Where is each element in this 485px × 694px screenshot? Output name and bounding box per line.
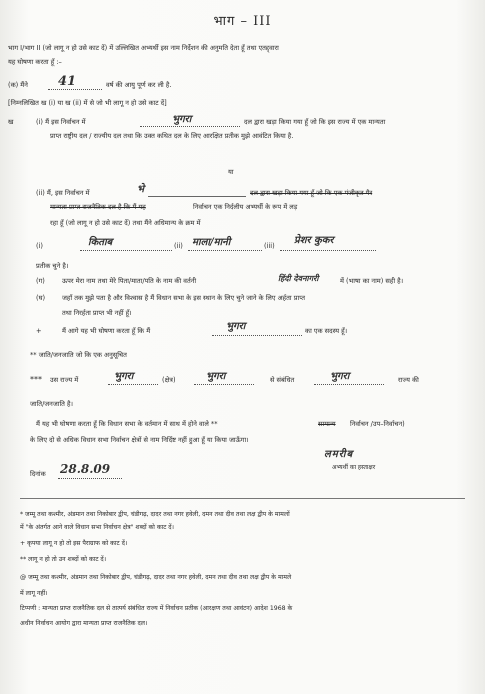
symbol-3-blank bbox=[280, 250, 376, 251]
age-suffix: वर्ष की आयु पूर्ण कर ली है. bbox=[106, 81, 172, 89]
caste-blank-3 bbox=[314, 384, 384, 385]
kha-i-suffix: दल द्वारा खड़ा किया गया हूँ जो कि इस राज्य में एक मान्यता bbox=[244, 118, 386, 126]
footnote-4: ** लागू न हो तो उन शब्दों को काट दें। bbox=[20, 556, 107, 563]
footnote-2: में "के अंतर्गत आने वाले विधान सभा निर्वाचन क्षेत्र" शब्दों को काट दें। bbox=[20, 524, 174, 531]
intro-line-1: भाग I/भाग II (जो लागू न हो उसे काट दें) में उल्लिखित अभ्यर्थी इस नाम निर्देशन की अनुमति देता हूँ तथा एतद्द्वारा bbox=[8, 44, 279, 52]
footnote-1: * जम्मू तथा कश्मीर, अंडमान तथा निकोबार द्वीप, चंडीगढ़, दादर तथा नगर हवेली, दमन तथा दीव तथा लक्ष द्वीप के मामलों bbox=[20, 511, 290, 518]
final-decl-line2: के लिए दो से अधिक विधान सभा निर्वाचन क्षेत्रों से नाम निर्दिष्ट नहीं हुआ हूँ या किया जाऊँगा। bbox=[30, 436, 249, 444]
symbol-1-label: (i) bbox=[36, 242, 43, 250]
gha-line1: जहाँ तक मुझे पता है और विश्वास है मैं विधान सभा के इस स्थान के लिए चुने जाने के लिए अर्हता प्राप्त bbox=[62, 294, 305, 302]
kha-ii-line1b: दल द्वारा खड़ा किया गया हूँ जो कि एक पंजीकृत गैर bbox=[250, 189, 373, 197]
symbol-3-value: प्रेशर कुकर bbox=[294, 235, 334, 246]
instruction: [निम्नलिखित ख (i) या ख (ii) में से जो भी लागू न हो उसे काट दें] bbox=[8, 99, 167, 107]
plus-suffix: का एक सदस्य हूँ। bbox=[305, 327, 348, 335]
gha-line2: तथा निरर्हता प्राप्त भी नहीं हूँ। bbox=[62, 309, 132, 317]
age-value: 41 bbox=[58, 74, 77, 89]
plus-party: भुगरा bbox=[226, 321, 246, 332]
date-value: 28.8.09 bbox=[60, 462, 111, 476]
kha-ii-party: भे bbox=[137, 184, 145, 195]
kha-i-party: भुगरा bbox=[172, 114, 192, 125]
signature-label: अभ्यर्थी का हस्ताक्षर bbox=[332, 464, 376, 471]
kha-label: ख bbox=[8, 118, 14, 126]
caste-blank-1 bbox=[108, 384, 158, 385]
symbol-2-label: (ii) bbox=[174, 242, 183, 250]
ga-text-a: ऊपर मेरा नाम तथा मेरे पिता/माता/पति के नाम की वर्तनी bbox=[62, 277, 197, 285]
caste-line-2: जाति/जनजाति है। bbox=[30, 400, 74, 408]
page-title: भाग – III bbox=[213, 14, 272, 29]
signature: लमरीब bbox=[324, 449, 354, 460]
caste-blank-2 bbox=[194, 384, 254, 385]
caste-d: राज्य की bbox=[398, 376, 419, 384]
caste-stars: *** bbox=[30, 375, 42, 384]
age-blank bbox=[48, 89, 102, 90]
symbol-3-label: (iii) bbox=[264, 242, 275, 250]
ya-label: या bbox=[228, 168, 234, 176]
kha-i-blank bbox=[140, 126, 240, 127]
caste-state: भुगरा bbox=[114, 371, 134, 382]
footnote-note-2: अधीन निर्वाचन आयोग द्वारा मान्यता प्राप्त राजनैतिक दल। bbox=[20, 620, 148, 627]
symbol-1-blank bbox=[80, 250, 172, 251]
gha-label: (घ) bbox=[36, 294, 46, 302]
intro-line-2: यह घोषणा करता हूँ :– bbox=[8, 58, 62, 66]
symbol-2-blank bbox=[188, 250, 262, 251]
age-prefix: (क) मैंने bbox=[8, 81, 28, 89]
kha-i-line2: प्राप्त राष्ट्रीय दल / राज्यीय दल तथा कि उक्त कथित दल के लिए आरक्षित प्रतीक मुझे आवंटित किया है. bbox=[50, 132, 294, 140]
caste-b: (क्षेत्र) bbox=[162, 376, 176, 384]
plus-label: + bbox=[36, 327, 42, 335]
caste-a: उस राज्य में bbox=[50, 376, 79, 384]
kha-ii-line1a: (ii) मैं, इस निर्वाचन में bbox=[36, 189, 90, 197]
plus-blank bbox=[212, 335, 302, 336]
symbol-1-value: किताब bbox=[88, 237, 113, 248]
final-decl-a: मैं यह भी घोषणा करता हूँ कि विधान सभा के वर्तमान में साथ में होने वाले ** bbox=[36, 420, 218, 428]
footnote-6: में लागू नहीं। bbox=[20, 590, 48, 597]
final-decl-struck: सामान्य bbox=[318, 420, 336, 428]
kha-ii-line3: रहा हूँ (जो लागू न हो उसे काट दें) तथा मैंने अधिमान्य के क्रम में bbox=[50, 219, 201, 227]
symbols-chosen: प्रतीक चुने है। bbox=[36, 262, 69, 270]
date-blank bbox=[58, 478, 122, 479]
caste-area: भुगरा bbox=[206, 371, 226, 382]
footnote-divider bbox=[20, 498, 465, 499]
footnote-3: + कृपया लागू न हो तो इस पैराग्राफ को काट दें। bbox=[20, 540, 128, 547]
final-decl-b: निर्वाचन /उप–निर्वाचन) bbox=[350, 420, 405, 428]
kha-ii-blank-struck bbox=[148, 196, 246, 197]
date-label: दिनांक bbox=[30, 470, 46, 478]
kha-i-prefix: (i) मैं इस निर्वाचन में bbox=[36, 118, 86, 126]
ga-label: (ग) bbox=[36, 277, 45, 285]
kha-ii-line2-rest: निर्वाचन एक निर्दलीय अभ्यर्थी के रूप में लड़ bbox=[193, 203, 298, 211]
ga-text-b: में (भाषा का नाम) सही है। bbox=[340, 277, 404, 285]
footnote-5: @ जम्मू तथा कश्मीर, अंडमान तथा निकोबार द्वीप, चंडीगढ़, दादर तथा नगर हवेली, दमन तथा दीव तथा लक्ष द्वीप के मामले bbox=[20, 574, 292, 581]
symbol-2-value: माला/मानी bbox=[192, 237, 231, 248]
footnote-note-1: टिप्पणी : मान्यता प्राप्त राजनैतिक दल से तात्पर्य संबंधित राज्य में निर्वाचन प्रतीक (आरक्षण तथा आवंटन) आदेश 1968 के bbox=[20, 605, 293, 612]
caste-c: से संबंधित bbox=[270, 376, 295, 384]
kha-ii-line2-struck: मान्यता प्राप्त राजनैतिक दल है कि मैं यह bbox=[50, 203, 146, 211]
caste-name: भुगरा bbox=[330, 371, 350, 382]
caste-note: ** जाति/जनजाति जो कि एक अनुसूचित bbox=[30, 351, 127, 359]
ga-language: हिंदी देवनागरी bbox=[278, 273, 319, 283]
plus-prefix: मैं आगे यह भी घोषणा करता हूँ कि मैं bbox=[62, 327, 151, 335]
